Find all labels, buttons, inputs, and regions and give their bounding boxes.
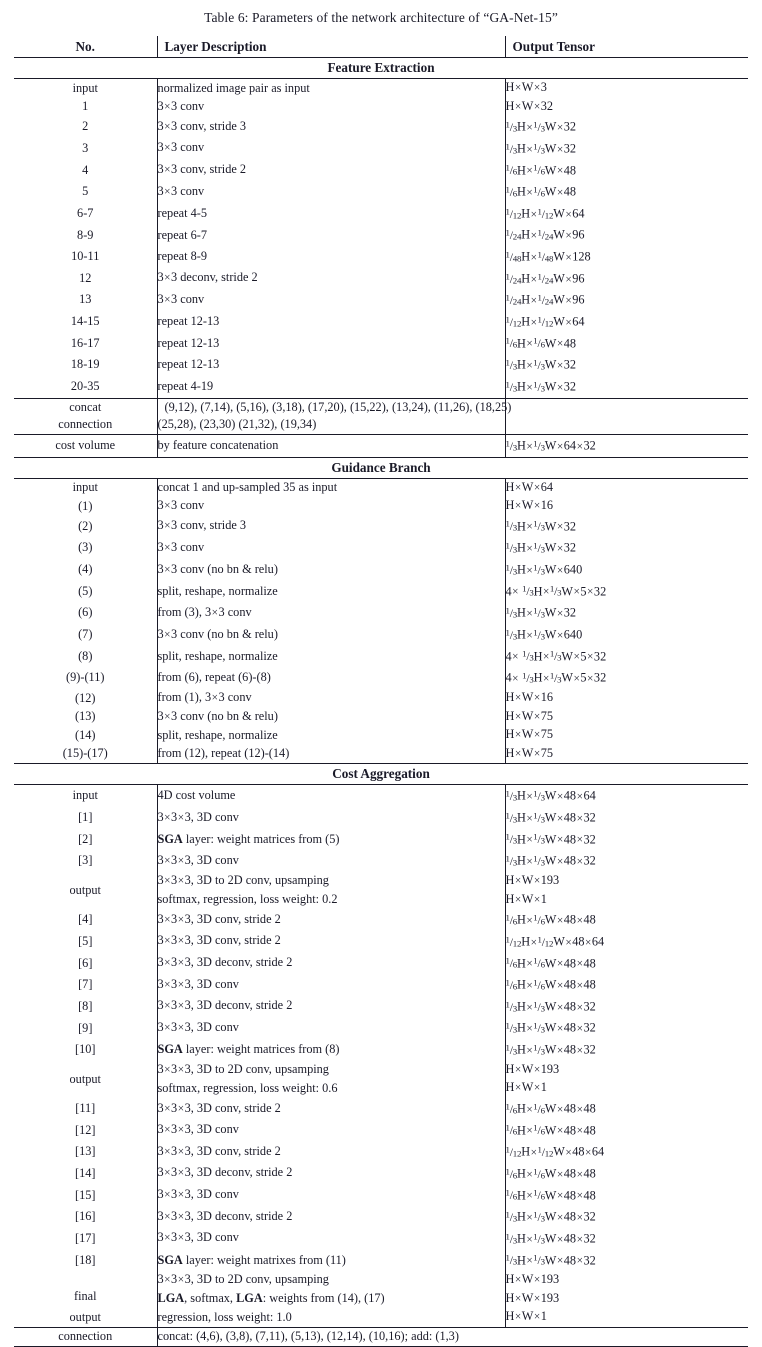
table-row (14, 1308, 748, 1327)
cell-output-tensor: $^1$/3H×$^1$/3W×32 (505, 376, 748, 398)
cell-layer-no: 13 (79, 292, 92, 307)
cell-output-tensor: $^1$/3H×$^1$/3W×48×32 (505, 1039, 748, 1061)
cell-layer-no: 6-7 (77, 205, 94, 220)
cell-output-tensor (505, 398, 748, 416)
column-header-no: No. (75, 39, 95, 54)
table-row (14, 953, 748, 975)
table-row (14, 1098, 748, 1120)
cell-output-tensor: $^1$/24H×$^1$/24W×96 (505, 224, 748, 246)
cell-layer-no: (5) (78, 583, 93, 598)
cell-output-tensor: $^1$/24H×$^1$/24W×96 (505, 289, 748, 311)
cell-layer-description: 3×3×3, 3D conv (157, 974, 505, 996)
cell-layer-description: softmax, regression, loss weight: 0.2 (157, 891, 505, 910)
cell-layer-description: normalized image pair as input (157, 79, 505, 98)
table-row (14, 1290, 748, 1309)
cell-layer-description: concat: (4,6), (3,8), (7,11), (5,13), (12,14), (10,16); add: (1,3) (157, 1328, 748, 1347)
table-row (14, 354, 748, 376)
cell-output-tensor: $^1$/3H×$^1$/3W×48×32 (505, 1017, 748, 1039)
cell-layer-no: (6) (78, 605, 93, 620)
table-row (14, 726, 748, 745)
cell-layer-no: connection (58, 417, 113, 432)
cell-layer-description: 3×3×3, 3D to 2D conv, upsamping (157, 872, 505, 891)
cell-layer-no: [18] (75, 1252, 96, 1267)
cell-layer-description: concat 1 and up-sampled 35 as input (157, 478, 505, 497)
cell-output-tensor: $^1$/3H×$^1$/3W×48×32 (505, 996, 748, 1018)
cell-layer-no: 14-15 (70, 314, 100, 329)
cell-layer-description: LGA, softmax, LGA: weights from (14), (17) (157, 1290, 505, 1309)
cell-output-tensor: $^1$/3H×$^1$/3W×32 (505, 354, 748, 376)
cell-output-tensor: $^1$/6H×$^1$/6W×48 (505, 181, 748, 203)
table-row (14, 1141, 748, 1163)
cell-layer-no: 3 (82, 140, 89, 155)
cell-layer-no: [8] (78, 998, 93, 1013)
cell-layer-description: 3×3×3, 3D conv (157, 1120, 505, 1142)
cell-output-tensor: $^1$/12H×$^1$/12W×64 (505, 203, 748, 225)
cell-layer-description: 3×3 conv (157, 138, 505, 160)
cell-output-tensor: $^1$/12H×$^1$/12W×48×64 (505, 931, 748, 953)
cell-layer-description: 3×3×3, 3D conv (157, 850, 505, 872)
table-row (14, 624, 748, 646)
cell-layer-no: [11] (75, 1101, 96, 1115)
cell-output-tensor: H×W×1 (505, 1079, 748, 1098)
cell-layer-no: 8-9 (77, 227, 94, 242)
table-row (14, 708, 748, 727)
table-row (14, 246, 748, 268)
table-row (14, 785, 748, 807)
cell-layer-no: [2] (78, 831, 93, 846)
cell-layer-no: (1) (78, 498, 93, 513)
table-row (14, 581, 748, 603)
cell-output-tensor: $^1$/3H×$^1$/3W×48×32 (505, 829, 748, 851)
cell-layer-description: 3×3 conv (no bn & relu) (157, 624, 505, 646)
table-row (14, 1328, 748, 1347)
cell-layer-no: [7] (78, 977, 93, 992)
cell-layer-description: 3×3 conv (no bn & relu) (157, 559, 505, 581)
cell-layer-no: (4) (78, 562, 93, 577)
cell-layer-description: 3×3×3, 3D deconv, stride 2 (157, 1163, 505, 1185)
cell-output-tensor: $^1$/3H×$^1$/3W×640 (505, 624, 748, 646)
cell-layer-no: cost volume (14, 434, 157, 457)
cell-layer-no: concat (14, 398, 157, 416)
table-row (14, 497, 748, 516)
cell-layer-no: 5 (82, 184, 89, 199)
table-row (14, 891, 748, 910)
cell-output-tensor: $^1$/3H×$^1$/3W×32 (505, 537, 748, 559)
cell-layer-no: input (14, 79, 157, 98)
table-row (14, 909, 748, 931)
cell-output-tensor: $^1$/12H×$^1$/12W×48×64 (505, 1141, 748, 1163)
table-body (14, 36, 748, 1346)
cell-output-tensor: $^1$/3H×$^1$/3W×640 (505, 559, 748, 581)
cell-layer-no: 12 (79, 270, 92, 285)
cell-layer-no: [6] (78, 955, 93, 970)
cell-layer-description: 3×3 deconv, stride 2 (157, 268, 505, 290)
cell-layer-description: 3×3×3, 3D conv, stride 2 (157, 909, 505, 931)
cell-layer-no: [1] (78, 810, 93, 825)
cell-output-tensor: H×W×193 (505, 1061, 748, 1080)
cell-layer-description: repeat 12-13 (157, 354, 505, 376)
cell-layer-no: (8) (78, 648, 93, 663)
table-row (14, 667, 748, 689)
cell-layer-no: [16] (75, 1209, 96, 1224)
cell-output-tensor: 4× $^1$/3H×$^1$/3W×5×32 (505, 646, 748, 668)
cell-output-tensor: $^1$/3H×$^1$/3W×48×32 (505, 807, 748, 829)
cell-layer-description: 3×3×3, 3D to 2D conv, upsamping (157, 1271, 505, 1290)
column-header-description: Layer Description (157, 36, 505, 58)
cell-layer-description: split, reshape, normalize (157, 581, 505, 603)
cell-output-tensor: $^1$/3H×$^1$/3W×48×32 (505, 1250, 748, 1272)
cell-layer-description: 3×3×3, 3D conv, stride 2 (157, 931, 505, 953)
cell-layer-no: 2 (82, 119, 89, 134)
cell-layer-no: [10] (75, 1042, 96, 1057)
cell-layer-no: 20-35 (70, 379, 100, 394)
cell-layer-no: [5] (78, 933, 93, 948)
cell-output-tensor: H×W×193 (505, 872, 748, 891)
table-row (14, 1163, 748, 1185)
cell-layer-description: by feature concatenation (157, 434, 505, 457)
table-row (14, 478, 748, 497)
cell-layer-description: 3×3×3, 3D conv (157, 1228, 505, 1250)
table-row (14, 1039, 748, 1061)
table-row (14, 602, 748, 624)
table-row (14, 181, 748, 203)
cell-layer-no: output (69, 883, 101, 898)
table-row (14, 1228, 748, 1250)
section-title: Cost Aggregation (14, 764, 748, 785)
cell-output-tensor: $^1$/6H×$^1$/6W×48×48 (505, 1098, 748, 1120)
cell-output-tensor (505, 416, 748, 434)
table-row (14, 98, 748, 117)
table-row (14, 537, 748, 559)
cell-layer-description: 3×3×3, 3D conv (157, 1185, 505, 1207)
section-header-row (14, 764, 748, 785)
cell-layer-no: (15)-(17) (62, 746, 108, 761)
cell-layer-description: softmax, regression, loss weight: 0.6 (157, 1079, 505, 1098)
cell-output-tensor: $^1$/3H×$^1$/3W×64×32 (505, 434, 748, 457)
cell-layer-description: (25,28), (23,30) (21,32), (19,34) (157, 416, 505, 434)
cell-layer-no: 10-11 (71, 249, 100, 264)
cell-output-tensor: H×W×1 (505, 1308, 748, 1327)
cell-layer-no: input (14, 478, 157, 497)
table-row (14, 689, 748, 708)
table-row (14, 79, 748, 98)
cell-output-tensor: 4× $^1$/3H×$^1$/3W×5×32 (505, 581, 748, 603)
cell-layer-no: (3) (78, 540, 93, 555)
cell-output-tensor: H×W×193 (505, 1290, 748, 1309)
table-row (14, 203, 748, 225)
cell-output-tensor: $^1$/3H×$^1$/3W×48×64 (505, 785, 748, 807)
table-row (14, 1185, 748, 1207)
table-row (14, 1079, 748, 1098)
cell-output-tensor: $^1$/3H×$^1$/3W×32 (505, 602, 748, 624)
cell-output-tensor: $^1$/3H×$^1$/3W×32 (505, 116, 748, 138)
table-row (14, 289, 748, 311)
cell-layer-description: repeat 8-9 (157, 246, 505, 268)
cell-output-tensor: $^1$/12H×$^1$/12W×64 (505, 311, 748, 333)
cell-output-tensor: H×W×75 (505, 708, 748, 727)
table-row (14, 434, 748, 457)
cell-layer-no: output (69, 1071, 101, 1086)
cell-layer-description: repeat 4-5 (157, 203, 505, 225)
cell-output-tensor: 4× $^1$/3H×$^1$/3W×5×32 (505, 667, 748, 689)
cell-output-tensor: $^1$/6H×$^1$/6W×48×48 (505, 1185, 748, 1207)
cell-output-tensor: H×W×32 (505, 98, 748, 117)
cell-layer-description: 3×3 conv (no bn & relu) (157, 708, 505, 727)
cell-output-tensor: H×W×3 (505, 79, 748, 98)
cell-output-tensor: $^1$/3H×$^1$/3W×32 (505, 516, 748, 538)
cell-output-tensor: H×W×1 (505, 891, 748, 910)
cell-layer-description: 3×3×3, 3D deconv, stride 2 (157, 996, 505, 1018)
cell-output-tensor: $^1$/6H×$^1$/6W×48×48 (505, 1120, 748, 1142)
cell-layer-no: (7) (78, 627, 93, 642)
cell-layer-description: (9,12), (7,14), (5,16), (3,18), (17,20), (15,22), (13,24), (11,26), (18,25) (157, 398, 505, 416)
cell-layer-description: 3×3 conv, stride 3 (157, 116, 505, 138)
table-header-row (14, 36, 748, 58)
cell-layer-no: input (14, 785, 157, 807)
cell-layer-no: [13] (75, 1144, 96, 1159)
cell-layer-description: SGA layer: weight matrices from (5) (157, 829, 505, 851)
cell-layer-no: 18-19 (70, 357, 100, 372)
cell-layer-description: SGA layer: weight matrixes from (11) (157, 1250, 505, 1272)
table-row (14, 516, 748, 538)
table-row (14, 376, 748, 398)
cell-layer-no: [3] (78, 853, 93, 868)
cell-layer-no: [15] (75, 1187, 96, 1202)
cell-layer-description: 3×3×3, 3D to 2D conv, upsamping (157, 1061, 505, 1080)
cell-output-tensor: $^1$/3H×$^1$/3W×48×32 (505, 1206, 748, 1228)
cell-output-tensor: H×W×75 (505, 726, 748, 745)
table-row (14, 224, 748, 246)
cell-layer-description: repeat 6-7 (157, 224, 505, 246)
table-row (14, 745, 748, 764)
table-row (14, 850, 748, 872)
cell-output-tensor: $^1$/3H×$^1$/3W×32 (505, 138, 748, 160)
cell-output-tensor: $^1$/6H×$^1$/6W×48×48 (505, 909, 748, 931)
table-container (14, 36, 748, 1347)
table-row (14, 333, 748, 355)
cell-layer-description: 3×3×3, 3D deconv, stride 2 (157, 1206, 505, 1228)
table-row (14, 807, 748, 829)
table-row (14, 138, 748, 160)
cell-layer-description: 3×3 conv, stride 3 (157, 516, 505, 538)
cell-output-tensor: $^1$/48H×$^1$/48W×128 (505, 246, 748, 268)
cell-layer-description: from (3), 3×3 conv (157, 602, 505, 624)
cell-layer-no: [12] (75, 1122, 96, 1137)
cell-layer-no: (9)-(11) (66, 670, 105, 685)
cell-output-tensor: H×W×193 (505, 1271, 748, 1290)
cell-output-tensor: H×W×64 (505, 478, 748, 497)
cell-output-tensor: $^1$/24H×$^1$/24W×96 (505, 268, 748, 290)
cell-output-tensor: $^1$/6H×$^1$/6W×48×48 (505, 953, 748, 975)
cell-output-tensor: H×W×16 (505, 689, 748, 708)
cell-layer-description: 3×3 conv (157, 497, 505, 516)
section-title: Guidance Branch (14, 457, 748, 478)
cell-layer-description: 3×3 conv (157, 289, 505, 311)
cell-layer-no: 1 (82, 99, 89, 114)
cell-output-tensor: $^1$/6H×$^1$/6W×48 (505, 160, 748, 182)
cell-layer-description: from (12), repeat (12)-(14) (157, 745, 505, 764)
table-row (14, 1250, 748, 1272)
cell-layer-no: [4] (78, 912, 93, 927)
table-row (14, 416, 748, 434)
cell-layer-description: regression, loss weight: 1.0 (157, 1308, 505, 1327)
cell-layer-description: SGA layer: weight matrices from (8) (157, 1039, 505, 1061)
cell-layer-description: 3×3×3, 3D conv, stride 2 (157, 1098, 505, 1120)
cell-layer-no: connection (14, 1328, 157, 1347)
column-header-output: Output Tensor (505, 36, 748, 58)
table-row (14, 160, 748, 182)
table-row (14, 398, 748, 416)
cell-layer-no: [14] (75, 1165, 96, 1180)
cell-layer-description: 3×3×3, 3D conv, stride 2 (157, 1141, 505, 1163)
cell-output-tensor: $^1$/6H×$^1$/6W×48×48 (505, 974, 748, 996)
cell-output-tensor: $^1$/6H×$^1$/6W×48 (505, 333, 748, 355)
table-row (14, 559, 748, 581)
cell-layer-description: split, reshape, normalize (157, 646, 505, 668)
cell-layer-no: output (69, 1309, 101, 1324)
cell-layer-description: 3×3×3, 3D conv (157, 1017, 505, 1039)
table-row (14, 1120, 748, 1142)
cell-layer-description: 3×3 conv, stride 2 (157, 160, 505, 182)
cell-layer-no: 16-17 (70, 335, 100, 350)
table-row (14, 931, 748, 953)
cell-output-tensor: $^1$/3H×$^1$/3W×48×32 (505, 850, 748, 872)
cell-layer-description: 3×3×3, 3D deconv, stride 2 (157, 953, 505, 975)
cell-layer-description: from (6), repeat (6)-(8) (157, 667, 505, 689)
cell-layer-no: (14) (75, 727, 96, 742)
cell-output-tensor: $^1$/6H×$^1$/6W×48×48 (505, 1163, 748, 1185)
table-row (14, 646, 748, 668)
section-header-row (14, 58, 748, 79)
table-row (14, 1017, 748, 1039)
section-title: Feature Extraction (14, 58, 748, 79)
cell-layer-no: (12) (75, 690, 96, 705)
cell-layer-description: 3×3×3, 3D conv (157, 807, 505, 829)
cell-layer-description: 3×3 conv (157, 537, 505, 559)
table-row (14, 974, 748, 996)
cell-layer-no: (13) (75, 709, 96, 724)
cell-layer-no: [17] (75, 1230, 96, 1245)
section-header-row (14, 457, 748, 478)
cell-output-tensor: $^1$/3H×$^1$/3W×48×32 (505, 1228, 748, 1250)
cell-layer-description: split, reshape, normalize (157, 726, 505, 745)
network-architecture-table (14, 36, 748, 1347)
cell-layer-description: 3×3 conv (157, 98, 505, 117)
table-row (14, 1206, 748, 1228)
cell-output-tensor: H×W×75 (505, 745, 748, 764)
cell-layer-no: (2) (78, 518, 93, 533)
cell-output-tensor: H×W×16 (505, 497, 748, 516)
table-row (14, 311, 748, 333)
table-row (14, 996, 748, 1018)
table-caption: Table 6: Parameters of the network architecture of “GA-Net-15” (204, 10, 558, 25)
table-row (14, 116, 748, 138)
cell-layer-description: repeat 4-19 (157, 376, 505, 398)
cell-layer-description: repeat 12-13 (157, 311, 505, 333)
cell-layer-description: from (1), 3×3 conv (157, 689, 505, 708)
table-row (14, 829, 748, 851)
cell-layer-no: [9] (78, 1020, 93, 1035)
table-row (14, 268, 748, 290)
cell-layer-no: final (73, 1289, 97, 1304)
cell-layer-description: 4D cost volume (157, 785, 505, 807)
cell-layer-description: repeat 12-13 (157, 333, 505, 355)
cell-layer-no: 4 (82, 162, 89, 177)
cell-layer-description: 3×3 conv (157, 181, 505, 203)
